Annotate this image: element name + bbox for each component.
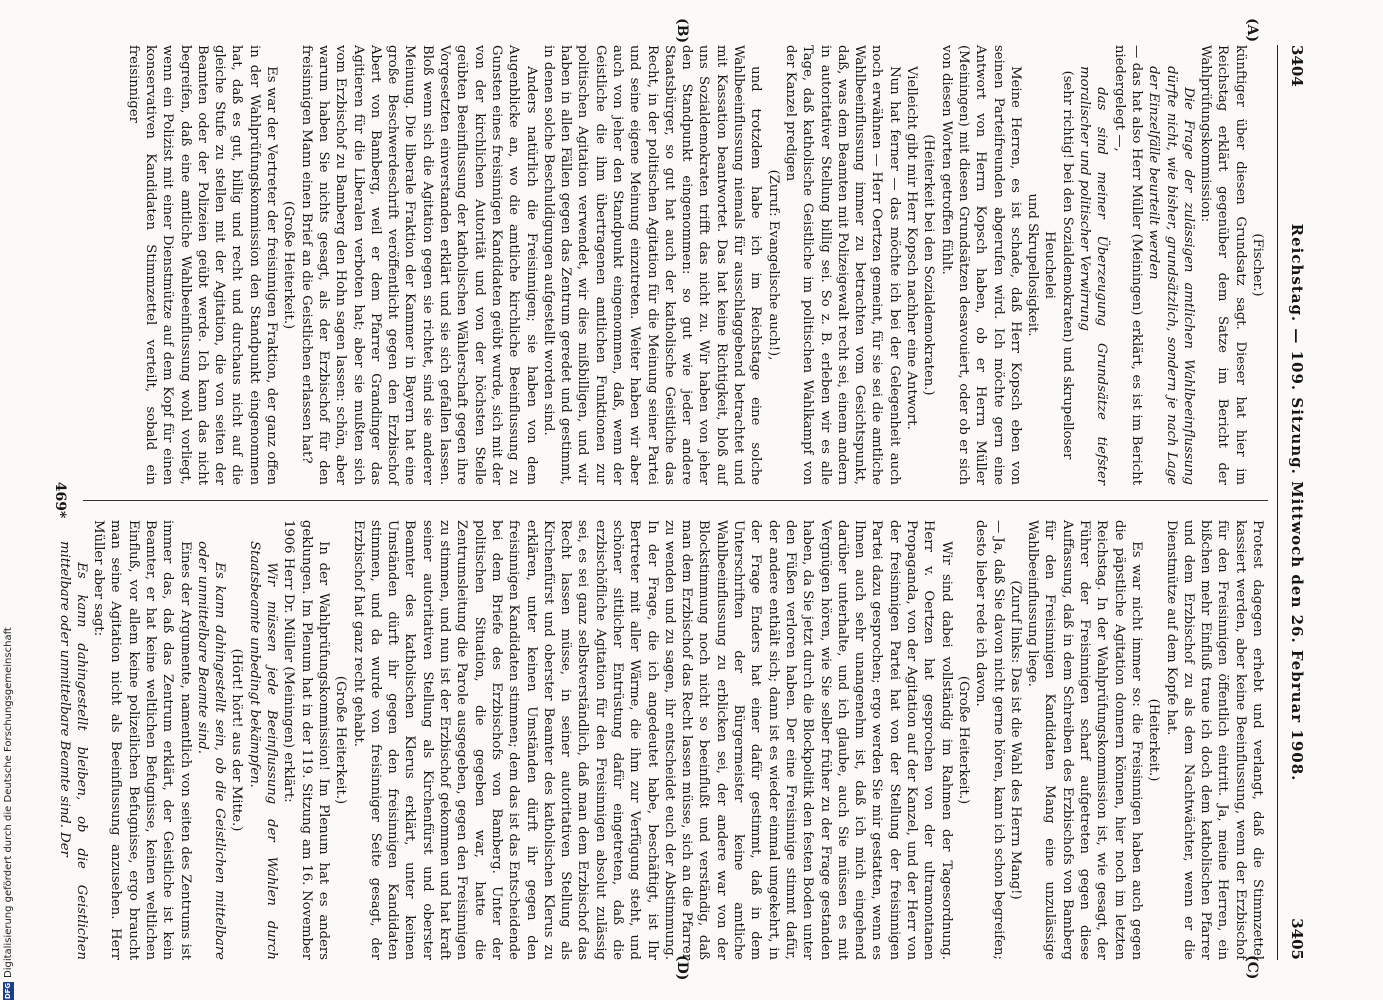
margin-mark-a: (A) [1244, 18, 1260, 43]
paragraph: Es war nicht immer so: die Freisinnigen haben auch gegen die päpstliche Agitation donnern können, hier noch im letzten Reichstag. In der Wahlprüfungskommission ist, wie gesagt, der Führer der Freisinnigen scharf aufgetreten gegen diese Auffassung, daß in dem Schreiben des Erzbischofs von Bamberg für den Freisinnigen Kandidaten Mang eine unzulässige Wahlbeeinflussung liege. [1025, 520, 1144, 960]
right-text-column [56, 520, 1266, 960]
quoted-passage: Es kann dahingestellt sein, ob die Geistlichen mittelbare oder unmittelbare Beamte sind. [194, 541, 228, 960]
paragraph: — Ja, daß Sie davon nicht gerne hören, kann ich schon begreifen; desto lieber rede ich davon. [973, 520, 1006, 960]
column-divider [83, 500, 1268, 501]
interjection: (Heiterkeit.) [1146, 698, 1162, 782]
paragraph: und Skrupellosigkeit. [1025, 193, 1041, 337]
dfg-logo: DFG [3, 982, 12, 1000]
margin-mark-c: (C) [1244, 955, 1260, 980]
paragraph: Protest dagegen erhebt und verlangt, daß die Stimmzettel kassiert werden, aber keine Beeinflussung, wenn der Erzbischof für den Freisinnigen öffentlich eintritt. Ja, meine Herren, ein bißchen mehr Einfluß traue ich doch dem katholischen Pfarrer und dem Erzbischof zu als dem Nachtwächter, wenn er die Dienstmütze auf dem Kopfe hat. [1163, 520, 1265, 960]
rotated-document-sheet [30, 0, 1330, 1000]
quoted-passage: Wir müssen jede Beeinflussung der Wahlen durch Staatsbeamte unbedingt bekämpfen. [246, 541, 280, 960]
interjection: (Heiterkeit bei den Sozialdemokraten.) [921, 134, 937, 396]
speaker-name: (Fischer.) [1250, 233, 1265, 297]
quoted-passage: Es kann dahingestellt bleiben, ob die Geistlichen mittelbare oder unmittelbare Beamte sind. Der [56, 541, 89, 960]
interjection: (Zuruf links: Das ist die Wahl des Herrn Mang!) [1007, 580, 1023, 900]
interjection: (Große Heiterkeit.) [955, 675, 971, 805]
interjection: (Große Heiterkeit.) [281, 200, 297, 330]
interjection: (Hört! hört! aus der Mitte.) [229, 648, 245, 832]
page-number-right: 3405 [1288, 918, 1306, 960]
page-number-left: 3404 [1288, 45, 1306, 87]
paragraph: Meine Herren, es ist schade, daß Herr Kopsch eben von seinen Parteifreunden abgerufen wird. Ich möchte gern eine Antwort von Herrn Kopsch haben, ob er Herrn Müller (Meiningen) mit diesen Grundsätzen desavouiert, oder ob er sich von diesen Worten getroffen fühlt. [938, 45, 1023, 485]
credit-text: Digitalisierung gefördert durch die Deutsche Forschungsgemeinschaft [2, 627, 14, 978]
paragraph: Es war der Vertreter der freisinnigen Fraktion, der ganz offen in der Wahlprüfungskommission den Standpunkt eingenommen hat, daß es gut, billig und recht und durchaus nicht auf die gleiche Stufe zu stellen mit der Agitation, die von seiten der Beamten oder der Polizeien geübt werde. Ich kann das nicht begreifen, daß eine amtliche Wahlbeeinflussung wohl vorliegt, wenn ein Polizist mit einer Dienstmütze auf dem Kopf für einen konservativen Kandidaten Stimmzettel verteilt, sobald ein freisinniger [125, 45, 280, 485]
paragraph: künftiger über diesen Grundsatz sagt. Dieser hat hier im Reichstag erklärt gegenüber dem Satze im Bericht der Wahlprüfungskommission: [1198, 45, 1248, 485]
margin-mark-d: (D) [674, 955, 690, 981]
paragraph: Eines der Argumente, namentlich von seiten des Zentrums ist immer das, daß das Zentrum erklärt, der Geistliche ist kein Beamter, er hat keine weltlichen Befugnisse, keinen weltlichen Einfluß, vor allem keine polizeilichen Befugnisse, ergo braucht man seine Agitation nicht als Beeinflussung anzusehen. Herr Müller aber sagt: [91, 520, 193, 960]
signature-mark: 469* [52, 481, 68, 519]
interjection: (Zuruf: Evangelische auch!), [765, 169, 781, 361]
quoted-passage: Die Frage der zulässigen amtlichen Wahlbeeinflussung dürfte nicht, wie bisher, grundsätzlich, sondern je nach Lage der Einzelfälle beurteilt werden [1146, 66, 1196, 485]
quoted-passage: das sind meiner Überzeugung Grundsätze tiefster moralischer und politischer Verwirrung [1077, 66, 1110, 485]
paragraph: Wir sind dabei vollständig im Rahmen der Tagesordnung. Herr v. Oertzen hat gesprochen von der ultramontanen Propaganda, von der Agitation auf der Kanzel, und der Herr von der freisinnigen Partei hat von der Stellung der freisinnigen Partei dazu gesprochen; ergo werden Sie mir gestatten, wenn es Ihnen auch sehr unangenehm ist, daß ich mich eingehend darüber unterhalte, und ich glaube, auch Sie müssen es mit Vergnügen hören, wie Sie selber früher zu der Frage gestanden haben, da Sie jetzt durch die Blockpolitik den festen Boden unter den Füßen verloren haben. Der eine Freisinnige stimmt dafür, der andere enthält sich; dann ist es wieder einmal umgekehrt, in der Frage Enders hat einer dafür gestimmt, daß in dem Unterschriften der Bürgermeister keine amtliche Wahlbeeinflussung zu erblicken sei, der andere war von der Blockstimmung noch nicht so beeinflußt und verständig, daß man dem Erzbischof das Recht lassen müsse, sich an die Pfarrer zu wenden und zu sagen, ihr entscheidet euch der Abstimmung. In der Frage, die ich angedeutet habe, beschäftigt, ist Ihr Bertreter mit aller Wärme, die ihm zur Verfügung steht, und schöner sittlicher Entrüstung dafür eingetreten, daß die erzbischöfliche Agitation für den Freisinnigen absolut zulässig sei, es sei ganz selbstverständlich, daß man dem Erzbischof das Recht lassen müsse, in seiner autoritativen Stellung als Kirchenfürst und oberster Beamter des katholischen Klerus zu erklären, unter keinen Umständen dürft ihr gegen den freisinnigen Kandidaten stimmen; dem das ist das Entscheidende bei dem Briefe des Erzbischofs von Bamberg. Unter der politischen Situation, die gegeben war, hatte die Zentrumsleitung die Parole ausgegeben, gegen den Freisinnigen zu stimmen, und nun ist der Erzbischof gekommen und hat kraft seiner autoritativen Stellung als Kirchenfürst und oberster Beamter des katholischen Klerus erklärt, unter keinen Umständen dürft ihr gegen den freisinnigen Kandidaten stimmen, und da wurde von freisinniger Seite gesagt, der Erzbischof hat ganz recht gehabt. [350, 520, 954, 960]
page-header [1277, 45, 1312, 960]
running-title: Reichstag. — 109. Sitzung. Mittwoch den 26. Februar 1908. [1288, 223, 1306, 782]
interjection: (sehr richtig! bei den Sozialdemokraten) und skrupelloser Heuchelei [1042, 70, 1075, 460]
margin-mark-b: (B) [674, 18, 690, 44]
left-text-column [86, 45, 1266, 485]
paragraph: Nun hat ferner — das möchte ich bei der Gelegenheit auch noch erwähnen — Herr Oertzen gemeint, für sie sei die amtliche Wahlbeeinflussung immer zu betrachten vom Gesichtspunkt, daß, was dem Beamten mit Polizeigewalt recht sei, einem andern in autoritativer Stellung billig sei. So z. B. erleben wir es alle Tage, daß katholische Geistliche im politischen Wahlkampf von der Kanzel predigen [782, 45, 902, 485]
paragraph: — das hat also Herr Müller (Meiningen) erklärt, es ist im Bericht niedergelegt —, [1111, 45, 1144, 485]
digitization-credit [0, 620, 16, 1000]
paragraph: und trotzdem habe ich im Reichstage eine solche Wahlbeeinflussung niemals für ausschlaggebend betrachtet und mit Kassation beantwortet. Das hat keine Richtigkeit, bloß auf uns Sozialdemokraten trifft das nicht zu. Wir haben von jeher den Standpunkt eingenommen: so gut wie jeder andere Staatsbürger, so gut hat auch der katholische Geistliche das Recht, in der politischen Agitation für die Meinung seiner Partei und seine eigene Meinung einzutreten. Weiter haben wir aber auch von jeher den Standpunkt eingenommen, daß, wenn der Geistliche die ihm übertragenen amtlichen Funktionen zur politischen Agitation verwendet, wir dies mißbilligen, und wir haben in allen Fällen gegen das Zentrum geredet und gestimmt, in denen solche Beschuldigungen aufgestellt worden sind. [540, 45, 764, 485]
paragraph: Anders natürlich die Freisinnigen; sie haben von dem Augenblicke an, wo die amtliche kirchliche Beeinflussung zu Gunsten eines freisinnigen Kandidaten geübt wurde, sich mit der von der kirchlichen Autorität und von der höchsten Stelle geübten Beeinflussung der katholischen Wählerschaft gegen ihre Vorgesetzten einverstanden erklärt und sie sich gefallen lassen. Bloß wenn sich die Agitation gegen sie richtet, sind sie anderer Meinung. Die liberale Fraktion der Kammer in Bayern hat eine große Beschwerdeschrift veröffentlicht gegen den Erzbischof Abert von Bamberg, weil er dem Pfarrer Grandinger das Agitieren für die Liberalen verboten hat; aber sie mußten sich vom Erzbischof zu Bamberg den Hohn sagen lassen: schön, aber warum haben Sie nichts gesagt, als der Erzbischof für den freisinnigen Mann einen Brief an die Geistlichen erlassen hat? [298, 45, 539, 485]
interjection: (Große Heiterkeit.) [333, 675, 349, 805]
paragraph: Vielleicht gibt mir Herr Kopsch nachher eine Antwort. [904, 66, 920, 430]
paragraph: In der Wahlprüfungskommission! Im Plenum hat es anders geklungen. Im Plenum hat in der 119. Sitzung am 16. November 1906 Herr Dr. Müller (Meiningen) erklärt: [281, 520, 331, 960]
